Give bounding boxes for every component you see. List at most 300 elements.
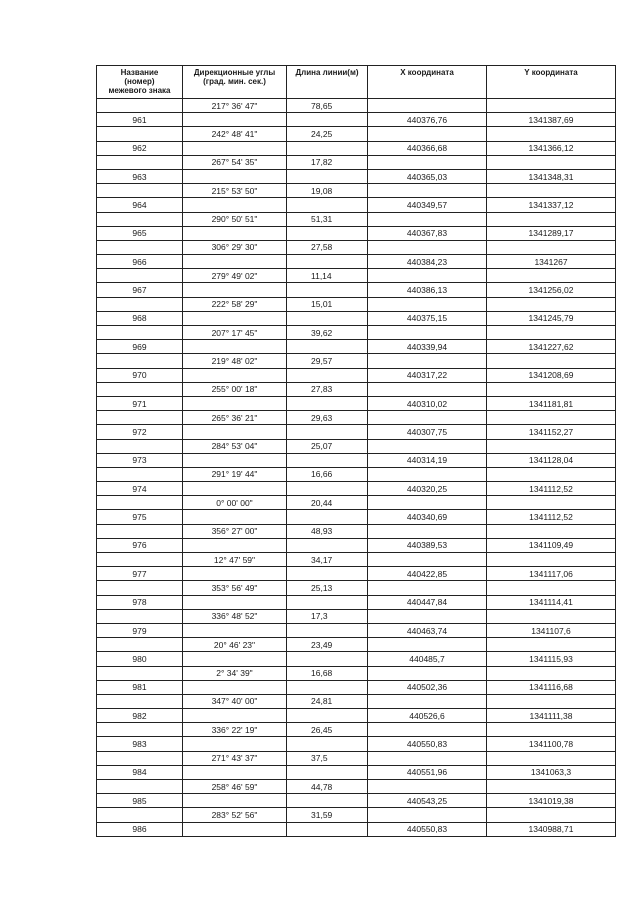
angle-cell [183, 396, 287, 410]
x-cell [368, 155, 487, 169]
name-cell [97, 694, 183, 708]
length-cell: 24,81 [287, 694, 368, 708]
length-cell [287, 453, 368, 467]
name-cell [97, 382, 183, 396]
segment-row [97, 439, 616, 453]
point-row [97, 340, 616, 354]
length-cell [287, 482, 368, 496]
length-cell: 17,82 [287, 155, 368, 169]
name-cell [97, 127, 183, 141]
angle-cell: 255° 00' 18" [183, 382, 287, 396]
angle-cell [183, 737, 287, 751]
length-cell [287, 737, 368, 751]
length-cell: 16,68 [287, 666, 368, 680]
y-cell: 1341289,17 [487, 226, 616, 240]
length-cell [287, 567, 368, 581]
point-row [97, 255, 616, 269]
x-cell: 440502,36 [368, 680, 487, 694]
name-cell [97, 496, 183, 510]
angle-cell: 291° 19' 44" [183, 467, 287, 481]
name-cell [97, 581, 183, 595]
angle-cell: 12° 47' 59" [183, 553, 287, 567]
y-cell [487, 751, 616, 765]
length-cell [287, 794, 368, 808]
point-row [97, 396, 616, 410]
header-x: X координата [368, 66, 487, 99]
x-cell [368, 240, 487, 254]
y-cell [487, 127, 616, 141]
length-cell: 19,08 [287, 184, 368, 198]
point-row [97, 680, 616, 694]
point-row [97, 595, 616, 609]
name-cell: 986 [97, 822, 183, 836]
name-cell: 968 [97, 311, 183, 325]
x-cell: 440314,19 [368, 453, 487, 467]
name-cell: 962 [97, 141, 183, 155]
y-cell [487, 354, 616, 368]
name-cell: 982 [97, 709, 183, 723]
header-y: Y координата [487, 66, 616, 99]
length-cell: 78,65 [287, 99, 368, 113]
y-cell: 1341112,52 [487, 510, 616, 524]
name-cell [97, 553, 183, 567]
point-row [97, 709, 616, 723]
y-cell [487, 609, 616, 623]
y-cell [487, 411, 616, 425]
x-cell: 440310,02 [368, 396, 487, 410]
name-cell [97, 666, 183, 680]
angle-cell [183, 226, 287, 240]
y-cell: 1341128,04 [487, 453, 616, 467]
segment-row [97, 808, 616, 822]
name-cell [97, 155, 183, 169]
x-cell: 440543,25 [368, 794, 487, 808]
angle-cell [183, 368, 287, 382]
name-cell: 976 [97, 538, 183, 552]
segment-row [97, 127, 616, 141]
name-cell [97, 269, 183, 283]
name-cell: 973 [97, 453, 183, 467]
length-cell: 29,63 [287, 411, 368, 425]
segment-row [97, 609, 616, 623]
y-cell: 1341112,52 [487, 482, 616, 496]
point-row [97, 652, 616, 666]
name-cell: 966 [97, 255, 183, 269]
x-cell [368, 780, 487, 794]
x-cell [368, 411, 487, 425]
y-cell: 1341256,02 [487, 283, 616, 297]
x-cell [368, 127, 487, 141]
x-cell [368, 326, 487, 340]
y-cell: 1341107,6 [487, 623, 616, 637]
angle-cell: 347° 40' 00" [183, 694, 287, 708]
length-cell [287, 311, 368, 325]
length-cell: 23,49 [287, 638, 368, 652]
name-cell [97, 184, 183, 198]
x-cell [368, 609, 487, 623]
angle-cell [183, 822, 287, 836]
point-row [97, 794, 616, 808]
point-row [97, 311, 616, 325]
x-cell: 440389,53 [368, 538, 487, 552]
y-cell: 1341115,93 [487, 652, 616, 666]
x-cell: 440384,23 [368, 255, 487, 269]
y-cell [487, 184, 616, 198]
x-cell [368, 524, 487, 538]
x-cell: 440386,13 [368, 283, 487, 297]
name-cell [97, 326, 183, 340]
point-row [97, 169, 616, 183]
y-cell: 1341245,79 [487, 311, 616, 325]
x-cell: 440463,74 [368, 623, 487, 637]
angle-cell [183, 453, 287, 467]
x-cell [368, 496, 487, 510]
angle-cell: 217° 36' 47" [183, 99, 287, 113]
y-cell: 1341267 [487, 255, 616, 269]
x-cell: 440340,69 [368, 510, 487, 524]
length-cell: 16,66 [287, 467, 368, 481]
y-cell: 1341116,68 [487, 680, 616, 694]
y-cell [487, 155, 616, 169]
x-cell: 440365,03 [368, 169, 487, 183]
length-cell: 37,5 [287, 751, 368, 765]
name-cell: 984 [97, 765, 183, 779]
point-row [97, 453, 616, 467]
angle-cell: 267° 54' 35" [183, 155, 287, 169]
name-cell [97, 609, 183, 623]
name-cell: 978 [97, 595, 183, 609]
length-cell [287, 822, 368, 836]
y-cell [487, 496, 616, 510]
length-cell [287, 255, 368, 269]
point-row [97, 425, 616, 439]
segment-row [97, 382, 616, 396]
header-name: Название (номер) межевого знака [97, 66, 183, 99]
segment-row [97, 269, 616, 283]
y-cell [487, 638, 616, 652]
name-cell: 975 [97, 510, 183, 524]
x-cell [368, 467, 487, 481]
y-cell [487, 326, 616, 340]
name-cell: 981 [97, 680, 183, 694]
length-cell: 11,14 [287, 269, 368, 283]
point-row [97, 765, 616, 779]
y-cell: 1341109,49 [487, 538, 616, 552]
length-cell [287, 595, 368, 609]
y-cell: 1341114,41 [487, 595, 616, 609]
segment-row [97, 666, 616, 680]
point-row [97, 226, 616, 240]
length-cell [287, 538, 368, 552]
y-cell: 1341366,12 [487, 141, 616, 155]
angle-cell [183, 482, 287, 496]
angle-cell [183, 538, 287, 552]
x-cell: 440551,96 [368, 765, 487, 779]
length-cell: 39,62 [287, 326, 368, 340]
length-cell: 34,17 [287, 553, 368, 567]
x-cell: 440485,7 [368, 652, 487, 666]
x-cell: 440422,85 [368, 567, 487, 581]
length-cell [287, 396, 368, 410]
name-cell: 965 [97, 226, 183, 240]
x-cell: 440339,94 [368, 340, 487, 354]
x-cell: 440320,25 [368, 482, 487, 496]
y-cell [487, 99, 616, 113]
angle-cell: 242° 48' 41" [183, 127, 287, 141]
name-cell: 961 [97, 113, 183, 127]
y-cell [487, 694, 616, 708]
length-cell [287, 198, 368, 212]
name-cell [97, 99, 183, 113]
header-angle: Дирекционные углы (град. мин. сек.) [183, 66, 287, 99]
angle-cell [183, 623, 287, 637]
point-row [97, 368, 616, 382]
point-row [97, 482, 616, 496]
segment-row [97, 354, 616, 368]
x-cell: 440375,15 [368, 311, 487, 325]
angle-cell [183, 311, 287, 325]
y-cell [487, 581, 616, 595]
angle-cell [183, 652, 287, 666]
angle-cell: 336° 22' 19" [183, 723, 287, 737]
x-cell: 440447,84 [368, 595, 487, 609]
name-cell: 977 [97, 567, 183, 581]
angle-cell: 265° 36' 21" [183, 411, 287, 425]
segment-row [97, 467, 616, 481]
point-row [97, 623, 616, 637]
y-cell [487, 808, 616, 822]
name-cell [97, 808, 183, 822]
y-cell: 1341019,38 [487, 794, 616, 808]
header-length: Длина линии(м) [287, 66, 368, 99]
x-cell [368, 808, 487, 822]
x-cell [368, 553, 487, 567]
x-cell [368, 666, 487, 680]
name-cell [97, 751, 183, 765]
name-cell: 970 [97, 368, 183, 382]
x-cell [368, 297, 487, 311]
x-cell [368, 694, 487, 708]
name-cell [97, 212, 183, 226]
y-cell [487, 780, 616, 794]
angle-cell: 215° 53' 50" [183, 184, 287, 198]
angle-cell [183, 680, 287, 694]
name-cell: 985 [97, 794, 183, 808]
y-cell: 1341152,27 [487, 425, 616, 439]
y-cell: 1341337,12 [487, 198, 616, 212]
x-cell [368, 99, 487, 113]
angle-cell: 279° 49' 02" [183, 269, 287, 283]
length-cell: 25,07 [287, 439, 368, 453]
length-cell [287, 680, 368, 694]
segment-row [97, 553, 616, 567]
x-cell [368, 212, 487, 226]
name-cell: 964 [97, 198, 183, 212]
name-cell [97, 780, 183, 794]
table-header-row [97, 66, 616, 99]
angle-cell: 306° 29' 30" [183, 240, 287, 254]
angle-cell [183, 765, 287, 779]
y-cell [487, 467, 616, 481]
x-cell [368, 269, 487, 283]
segment-row [97, 184, 616, 198]
x-cell [368, 751, 487, 765]
length-cell: 15,01 [287, 297, 368, 311]
point-row [97, 737, 616, 751]
length-cell: 27,58 [287, 240, 368, 254]
length-cell: 48,93 [287, 524, 368, 538]
length-cell [287, 226, 368, 240]
angle-cell [183, 425, 287, 439]
angle-cell: 290° 50' 51" [183, 212, 287, 226]
segment-row [97, 411, 616, 425]
angle-cell [183, 255, 287, 269]
name-cell [97, 240, 183, 254]
y-cell: 1341117,06 [487, 567, 616, 581]
angle-cell [183, 340, 287, 354]
angle-cell: 283° 52' 56" [183, 808, 287, 822]
y-cell [487, 524, 616, 538]
point-row [97, 198, 616, 212]
angle-cell [183, 794, 287, 808]
segment-row [97, 694, 616, 708]
y-cell: 1341208,69 [487, 368, 616, 382]
point-row [97, 538, 616, 552]
y-cell [487, 240, 616, 254]
name-cell [97, 638, 183, 652]
y-cell: 1341227,62 [487, 340, 616, 354]
y-cell [487, 666, 616, 680]
name-cell [97, 354, 183, 368]
x-cell: 440367,83 [368, 226, 487, 240]
x-cell [368, 581, 487, 595]
name-cell: 967 [97, 283, 183, 297]
name-cell: 980 [97, 652, 183, 666]
angle-cell: 2° 34' 39" [183, 666, 287, 680]
angle-cell [183, 510, 287, 524]
length-cell: 27,83 [287, 382, 368, 396]
y-cell [487, 723, 616, 737]
angle-cell: 207° 17' 45" [183, 326, 287, 340]
x-cell [368, 723, 487, 737]
length-cell: 20,44 [287, 496, 368, 510]
length-cell [287, 709, 368, 723]
x-cell: 440526,6 [368, 709, 487, 723]
name-cell [97, 439, 183, 453]
angle-cell: 353° 56' 49" [183, 581, 287, 595]
length-cell [287, 169, 368, 183]
segment-row [97, 155, 616, 169]
segment-row [97, 723, 616, 737]
length-cell: 24,25 [287, 127, 368, 141]
y-cell [487, 382, 616, 396]
name-cell [97, 723, 183, 737]
angle-cell: 284° 53' 04" [183, 439, 287, 453]
segment-row [97, 326, 616, 340]
x-cell: 440550,83 [368, 737, 487, 751]
x-cell [368, 638, 487, 652]
length-cell [287, 283, 368, 297]
length-cell: 26,45 [287, 723, 368, 737]
x-cell: 440376,76 [368, 113, 487, 127]
length-cell [287, 141, 368, 155]
segment-row [97, 99, 616, 113]
length-cell: 25,13 [287, 581, 368, 595]
x-cell [368, 382, 487, 396]
boundary-coordinates-table [96, 65, 616, 837]
segment-row [97, 240, 616, 254]
segment-row [97, 524, 616, 538]
table-body [97, 99, 616, 837]
name-cell: 963 [97, 169, 183, 183]
name-cell: 969 [97, 340, 183, 354]
angle-cell [183, 198, 287, 212]
length-cell [287, 340, 368, 354]
length-cell: 31,59 [287, 808, 368, 822]
segment-row [97, 496, 616, 510]
angle-cell: 222° 58' 29" [183, 297, 287, 311]
angle-cell [183, 113, 287, 127]
length-cell: 29,57 [287, 354, 368, 368]
point-row [97, 567, 616, 581]
length-cell: 44,78 [287, 780, 368, 794]
angle-cell [183, 169, 287, 183]
y-cell [487, 553, 616, 567]
angle-cell [183, 567, 287, 581]
y-cell: 1341111,38 [487, 709, 616, 723]
x-cell [368, 184, 487, 198]
name-cell [97, 297, 183, 311]
length-cell [287, 765, 368, 779]
name-cell [97, 411, 183, 425]
y-cell: 1341181,81 [487, 396, 616, 410]
segment-row [97, 297, 616, 311]
point-row [97, 283, 616, 297]
name-cell: 972 [97, 425, 183, 439]
name-cell [97, 467, 183, 481]
x-cell: 440366,68 [368, 141, 487, 155]
segment-row [97, 212, 616, 226]
angle-cell: 271° 43' 37" [183, 751, 287, 765]
angle-cell: 0° 00' 00" [183, 496, 287, 510]
length-cell [287, 425, 368, 439]
angle-cell [183, 141, 287, 155]
x-cell: 440349,57 [368, 198, 487, 212]
x-cell [368, 354, 487, 368]
y-cell: 1341100,78 [487, 737, 616, 751]
point-row [97, 510, 616, 524]
y-cell [487, 439, 616, 453]
segment-row [97, 581, 616, 595]
length-cell [287, 623, 368, 637]
angle-cell: 258° 46' 59" [183, 780, 287, 794]
name-cell: 974 [97, 482, 183, 496]
angle-cell [183, 709, 287, 723]
length-cell: 51,31 [287, 212, 368, 226]
segment-row [97, 751, 616, 765]
angle-cell: 219° 48' 02" [183, 354, 287, 368]
y-cell: 1341063,3 [487, 765, 616, 779]
segment-row [97, 638, 616, 652]
angle-cell: 336° 48' 52" [183, 609, 287, 623]
x-cell: 440317,22 [368, 368, 487, 382]
name-cell: 979 [97, 623, 183, 637]
angle-cell: 20° 46' 23" [183, 638, 287, 652]
point-row [97, 822, 616, 836]
point-row [97, 141, 616, 155]
angle-cell [183, 283, 287, 297]
name-cell [97, 524, 183, 538]
